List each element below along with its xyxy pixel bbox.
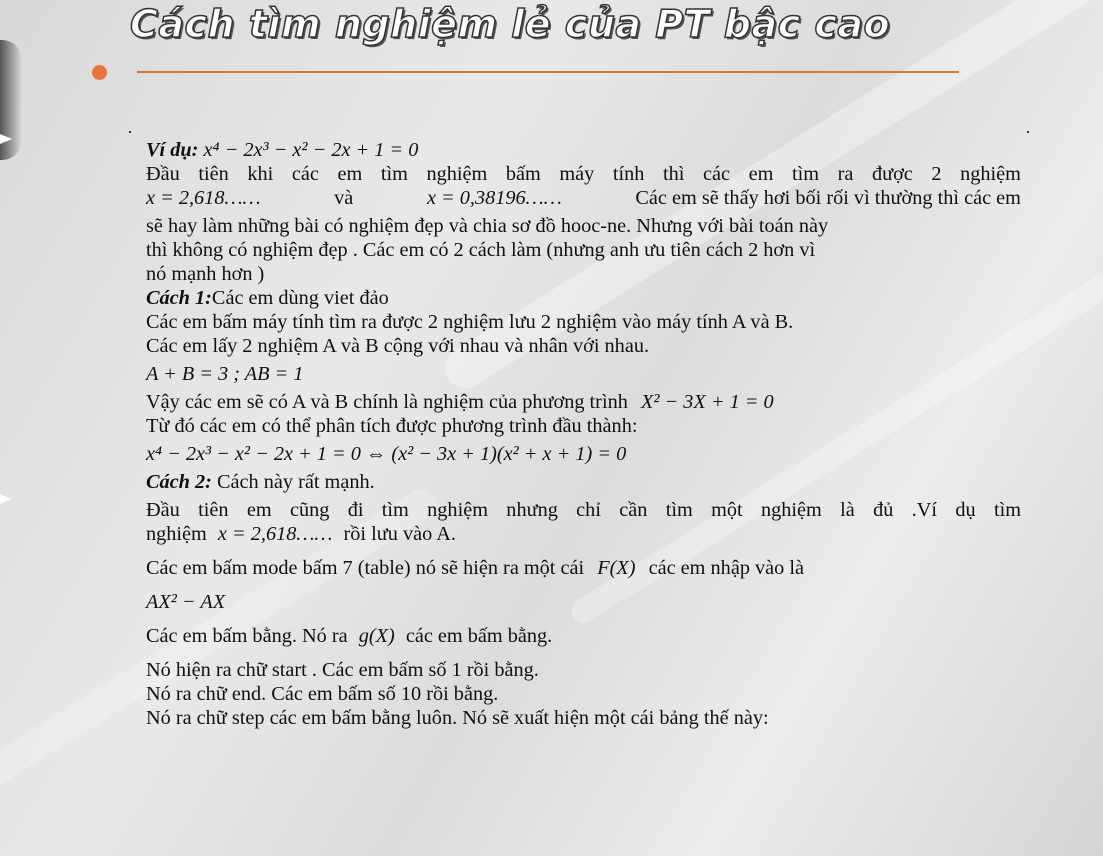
method-2-line-5: Nó hiện ra chữ start . Các em bấm số 1 rồi bằng. <box>146 659 539 681</box>
word: tìm <box>381 499 409 521</box>
word: tìm <box>665 499 693 521</box>
method-1-line-1: Các em bấm máy tính tìm ra được 2 nghiệm lưu 2 nghiệm vào máy tính A và B. <box>146 311 794 333</box>
text-fragment: nghiệm <box>146 523 207 545</box>
intro-paragraph-line-1 <box>146 162 1021 186</box>
word: nghiệm <box>426 163 488 185</box>
method-2-line-7: Nó ra chữ step các em bấm bằng luôn. Nó sẽ xuất hiện một cái bảng thế này: <box>146 707 769 729</box>
method-2-line-3 <box>146 556 1021 580</box>
word: các <box>703 163 731 185</box>
method-1-line-3 <box>146 390 1021 414</box>
word: là <box>840 499 855 521</box>
method-2-line-1 <box>146 498 1021 522</box>
method-2-line-6: Nó ra chữ end. Các em bấm số 10 rồi bằng. <box>146 683 499 705</box>
word: nghiệm <box>427 499 488 521</box>
word: tìm <box>791 163 820 185</box>
word: 2 <box>931 163 942 185</box>
quadratic-equation: X² − 3X + 1 = 0 <box>640 391 774 413</box>
word: nghiệm <box>960 163 1021 185</box>
function-f-of-x: F(X) <box>597 557 636 579</box>
word: các <box>291 163 319 185</box>
root-value: x = 2,618…… <box>217 523 333 545</box>
text-fragment: và <box>334 187 354 209</box>
intro-paragraph-line-4: thì không có nghiệm đẹp . Các em có 2 cách làm (nhưng anh ưu tiên cách 2 hơn vì <box>146 239 816 261</box>
slide-edge-tick <box>0 494 12 504</box>
word: em <box>337 163 363 185</box>
word: máy <box>559 163 595 185</box>
intro-paragraph-line-5: nó mạnh hơn ) <box>146 263 265 285</box>
method-2-label: Cách 2: <box>146 471 212 493</box>
text-fragment: các em bấm bằng. <box>405 625 553 647</box>
word: tiên <box>198 163 229 185</box>
word: cũng <box>289 499 330 521</box>
title-underline <box>137 71 959 73</box>
intro-paragraph-line-2 <box>146 186 1021 210</box>
word: Đầu <box>146 163 180 185</box>
word: tìm <box>380 163 408 185</box>
word: Đầu <box>146 499 180 521</box>
example-equation: x⁴ − 2x³ − x² − 2x + 1 = 0 <box>203 139 419 161</box>
slide-title: Cách tìm nghiệm lẻ của PT bậc cao <box>130 2 891 46</box>
word: chỉ <box>576 499 601 521</box>
word: ra <box>837 163 854 185</box>
word: nghiệm <box>760 499 822 521</box>
word: tiên <box>198 499 229 521</box>
function-g-of-x: g(X) <box>358 625 395 647</box>
root-value-2: x = 0,38196…… <box>426 187 562 209</box>
text-fragment: Vậy các em sẽ có A và B chính là nghiệm của phương trình <box>146 391 628 413</box>
word: em <box>246 499 272 521</box>
method-2-line-4 <box>146 624 1021 648</box>
title-bullet-dot <box>92 65 107 80</box>
method-2-title: Cách này rất mạnh. <box>217 471 375 493</box>
word: một <box>711 499 743 521</box>
corner-mark <box>129 131 131 133</box>
intro-paragraph-line-3: sẽ hay làm những bài có nghiệm đẹp và chia sơ đồ hooc-ne. Nhưng với bài toán này <box>146 215 829 237</box>
word: em <box>748 163 774 185</box>
root-value-1: x = 2,618…… <box>146 187 261 209</box>
word: đi <box>347 499 364 521</box>
corner-mark <box>1027 131 1029 133</box>
text-fragment: rồi lưu vào A. <box>343 523 456 545</box>
factorization-equation: x⁴ − 2x³ − x² − 2x + 1 = 0 ⇔ (x² − 3x + 1)(x² + x + 1) = 0 <box>146 443 627 465</box>
word: nhưng <box>506 499 558 521</box>
method-1-line-2: Các em lấy 2 nghiệm A và B cộng với nhau và nhân với nhau. <box>146 335 650 357</box>
function-expression: AX² − AX <box>146 591 226 613</box>
text-fragment: các em nhập vào là <box>648 557 805 579</box>
method-1-label: Cách 1: <box>146 287 212 309</box>
word: .Ví <box>911 499 938 521</box>
word: thì <box>663 163 685 185</box>
word: dụ <box>955 499 976 521</box>
text-fragment: Các em sẽ thấy hơi bối rối vì thường thì các em <box>635 187 1021 209</box>
method-1-title: Các em dùng viet đảo <box>211 287 389 309</box>
example-label: Ví dụ: <box>146 139 199 161</box>
word: tìm <box>993 499 1021 521</box>
text-fragment: Các em bấm bằng. Nó ra <box>146 625 348 647</box>
word: khi <box>247 163 274 185</box>
method-1-heading <box>146 286 1021 310</box>
method-2-line-2 <box>146 522 1021 546</box>
word: bấm <box>505 163 541 185</box>
word: đủ <box>873 499 894 521</box>
document-body <box>146 138 1021 730</box>
example-line <box>146 138 1021 162</box>
word: tính <box>612 163 645 185</box>
method-2-heading <box>146 470 1021 494</box>
text-fragment: Các em bấm mode bấm 7 (table) nó sẽ hiện ra một cái <box>146 557 585 579</box>
word: được <box>871 163 913 185</box>
method-1-line-4: Từ đó các em có thể phân tích được phương trình đầu thành: <box>146 415 638 437</box>
sum-product-equation: A + B = 3 ; AB = 1 <box>146 363 304 385</box>
word: cần <box>619 499 648 521</box>
